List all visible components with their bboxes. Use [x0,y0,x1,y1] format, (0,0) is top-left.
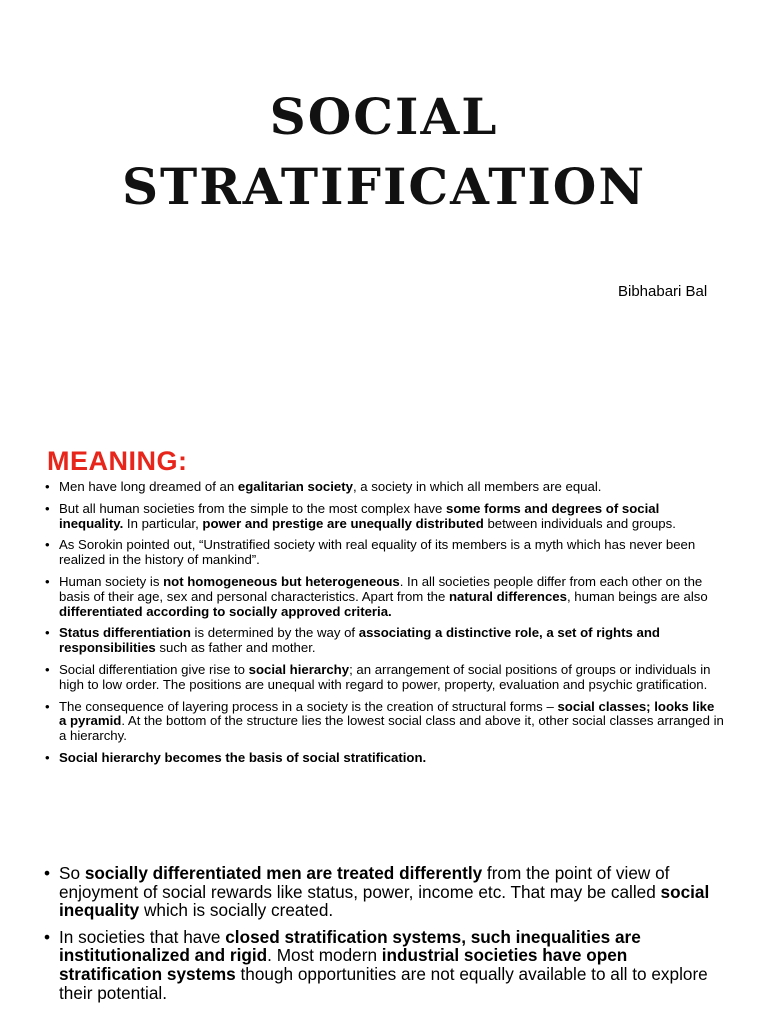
inequality-slide [0,860,768,1024]
title-line-2: STRATIFICATION [121,157,647,216]
bullet-item: • Human society is not homogeneous but heterogeneous. In all societies people differ from each other on the basis of their age, sex and personal characteristics. Apart from the natural differences, human beings are also differentiated according to socially approved criteria. [45,575,725,619]
bullet-item: • The consequence of layering process in a society is the creation of structural forms – social classes; looks like a pyramid. At the bottom of the structure lies the lowest social class and above it, other social classes arranged in a hierarchy. [45,700,725,744]
title-line-1: SOCIAL [269,87,499,146]
slide-title [0,82,768,222]
meaning-heading: MEANING: [47,446,188,476]
bullet-item: • But all human societies from the simple to the most complex have some forms and degrees of social inequality. In particular, power and prestige are unequally distributed between individuals and groups. [45,502,725,532]
bullet-item: • In societies that have closed stratification systems, such inequalities are institutionalized and rigid. Most modern industrial societies have open stratification systems though opportunities are not equally available to all to explore their potential. [44,928,734,1002]
bullet-item: • Social hierarchy becomes the basis of social stratification. [45,751,725,766]
bullet-item: • So socially differentiated men are treated differently from the point of view of enjoyment of social rewards like status, power, income etc. That may be called social inequality which is socially created. [44,864,734,920]
bullet-item: • Social differentiation give rise to social hierarchy; an arrangement of social positions of groups or individuals in high to low order. The positions are unequal with regard to power, property, evaluation and psychic gratification. [45,663,725,693]
author-name: Bibhabari Bal [618,283,708,300]
bullet-item: • Men have long dreamed of an egalitarian society, a society in which all members are equal. [45,480,725,495]
meaning-bullet-list [45,480,725,773]
title-slide [0,0,768,400]
meaning-slide [0,430,768,850]
bullet-item: • Status differentiation is determined by the way of associating a distinctive role, a set of rights and responsibilities such as father and mother. [45,626,725,656]
bullet-item: • As Sorokin pointed out, “Unstratified society with real equality of its members is a myth which has never been realized in the history of mankind”. [45,538,725,568]
inequality-bullet-list [44,864,734,1010]
